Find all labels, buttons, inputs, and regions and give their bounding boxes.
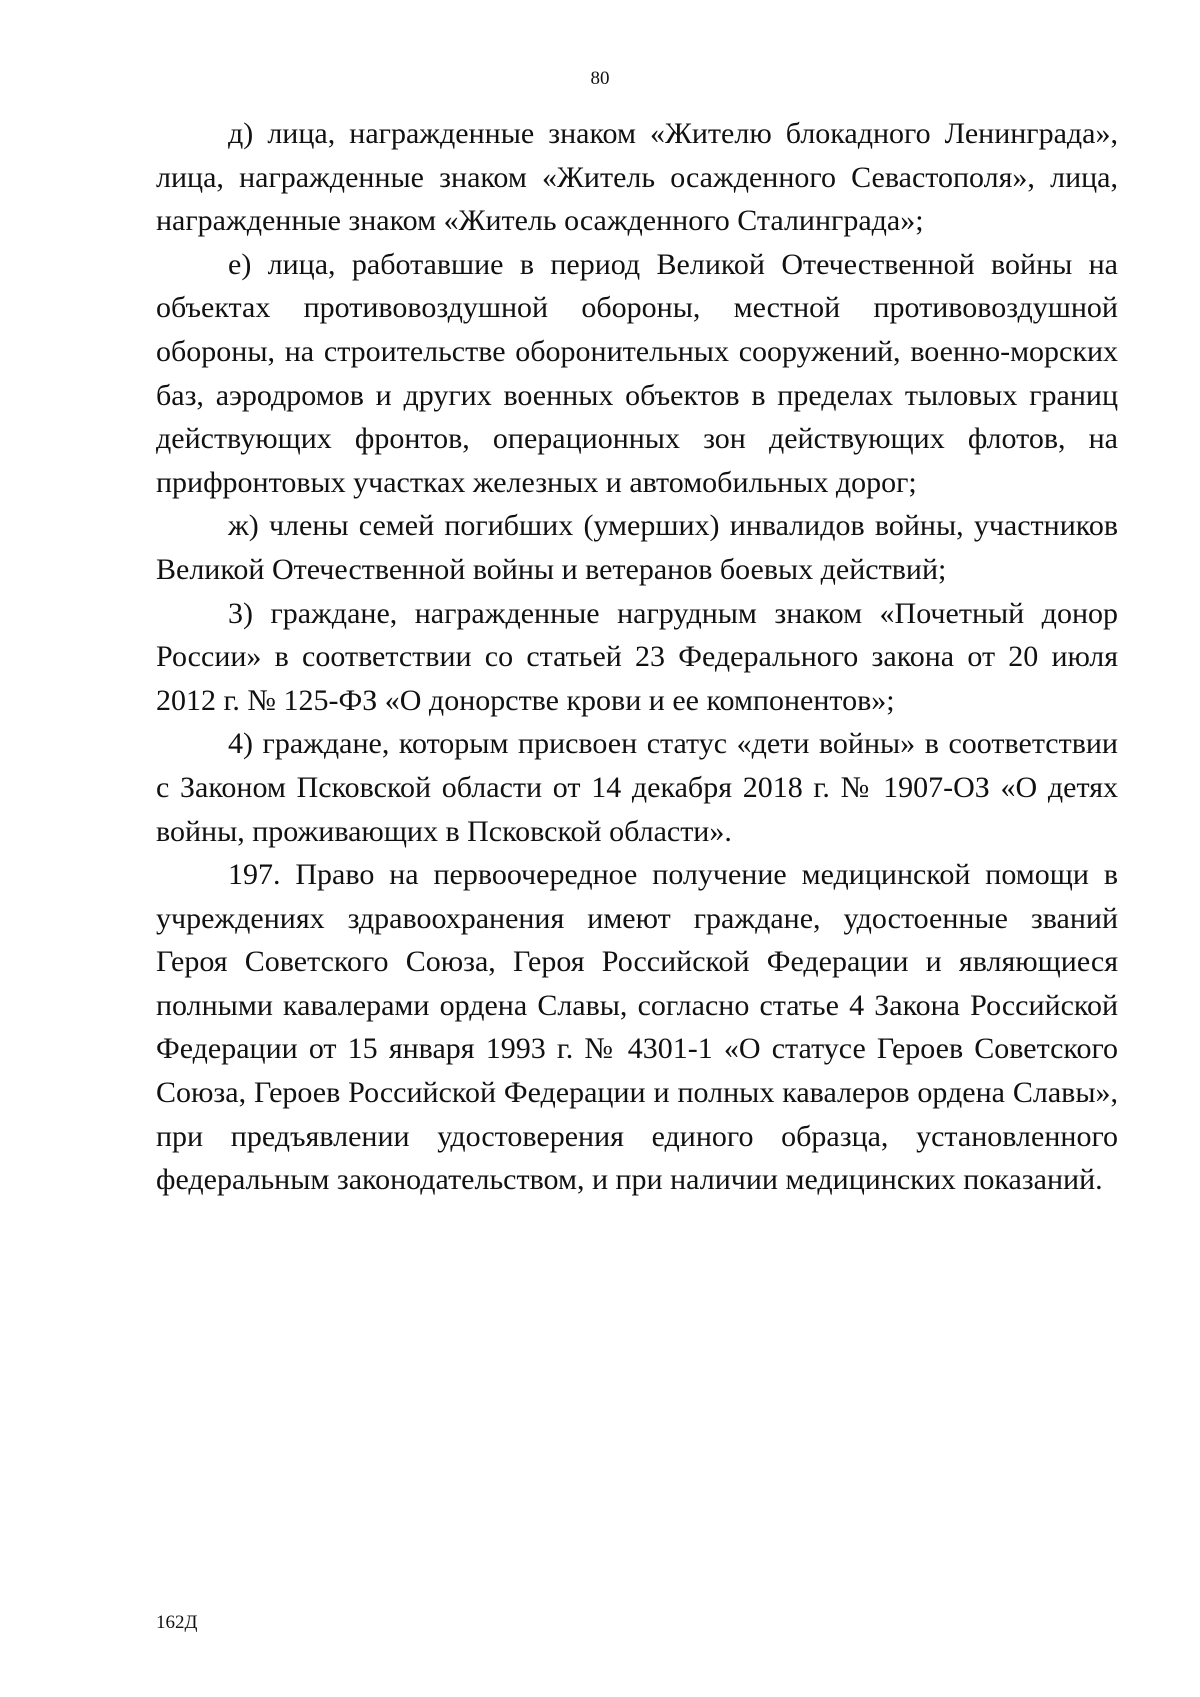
paragraph-zh: ж) члены семей погибших (умерших) инвалидов войны, участников Великой Отечественной войны и ветеранов боевых действий; (156, 509, 1118, 586)
paragraph-3: 3) граждане, награжденные нагрудным знаком «Почетный донор России» в соответствии со статьей 23 Федерального закона от 20 июля 2012 г. № 125-ФЗ «О донорстве крови и ее компонентов»; (156, 596, 1118, 717)
paragraph-d: д) лица, награжденные знаком «Жителю блокадного Ленинграда», лица, награжденные знаком «Житель осажденного Севастополя», лица, награжденные знаком «Житель осажденного Сталинграда»; (156, 117, 1118, 238)
document-body (156, 112, 1118, 1202)
footer-document-code: 162Д (156, 1612, 198, 1633)
paragraph-e: е) лица, работавшие в период Великой Отечественной войны на объектах противовоздушной обороны, местной противовоздушной обороны, на строительстве оборонительных сооружений, военно-морских баз, аэродромов и других военных объектов в пределах тыловых границ действующих фронтов, операционных зон действующих флотов, на прифронтовых участках железных и автомобильных дорог; (156, 247, 1118, 499)
paragraph-4: 4) граждане, которым присвоен статус «дети войны» в соответствии с Законом Псковской области от 14 декабря 2018 г. № 1907-ОЗ «О детях войны, проживающих в Псковской области». (156, 727, 1118, 848)
paragraph-197: 197. Право на первоочередное получение медицинской помощи в учреждениях здравоохранения имеют граждане, удостоенные званий Героя Советского Союза, Героя Российской Федерации и являющиеся полными кавалерами ордена Славы, согласно статье 4 Закона Российской Федерации от 15 января 1993 г. № 4301-1 «О статусе Героев Советского Союза, Героев Российской Федерации и полных кавалеров ордена Славы», при предъявлении удостоверения единого образца, установленного федеральным законодательством, и при наличии медицинских показаний. (156, 858, 1118, 1197)
page-number: 80 (590, 68, 610, 89)
